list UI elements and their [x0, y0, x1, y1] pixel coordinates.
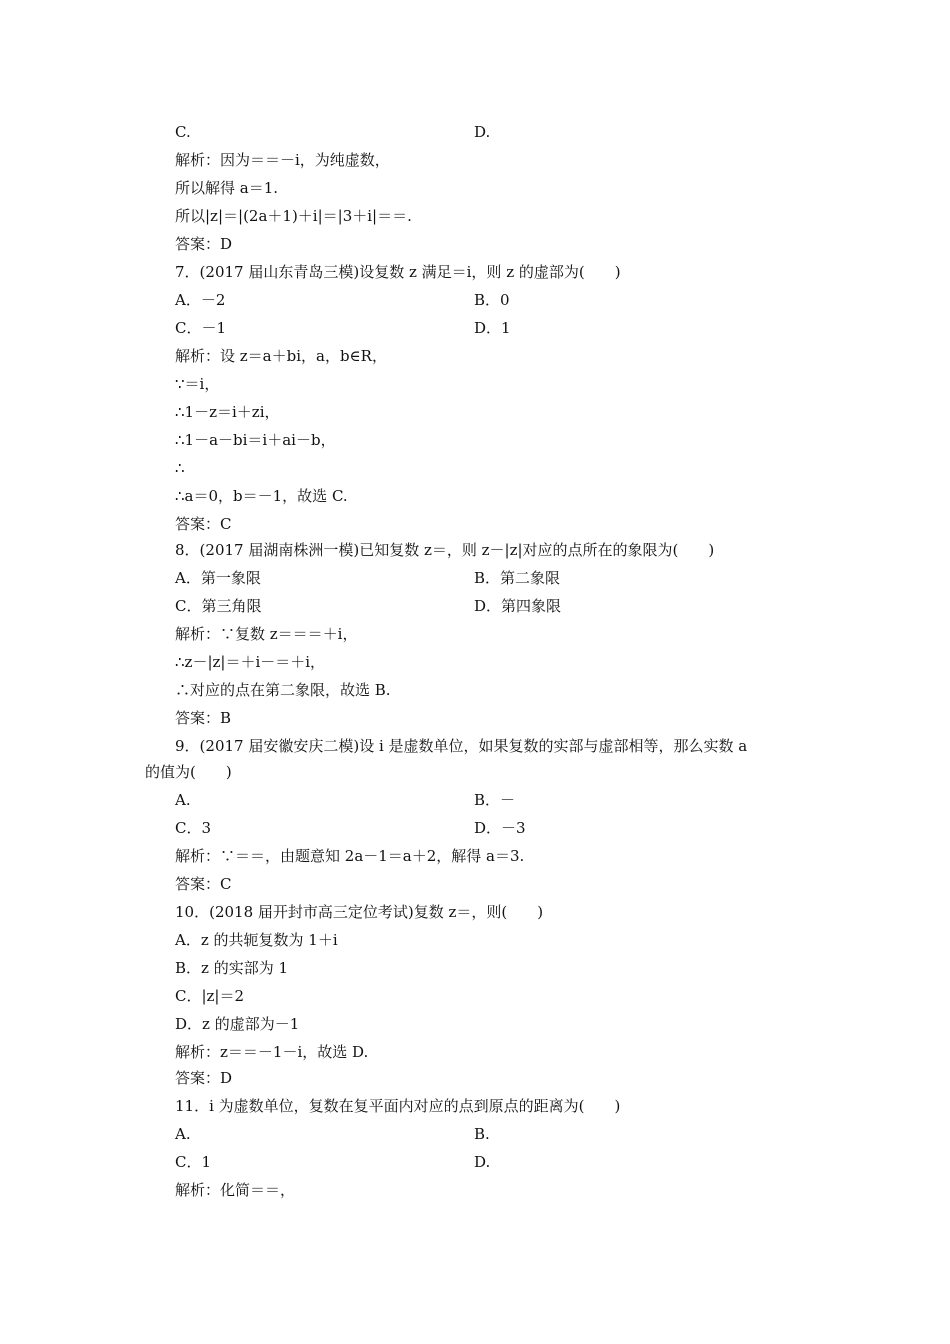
option-d-q7: D．1 — [474, 319, 511, 337]
question-11: 11．i 为虚数单位，复数在复平面内对应的点到原点的距离为( ) — [175, 1097, 621, 1115]
analysis-line: ∴对应的点在第二象限，故选 B. — [175, 681, 391, 699]
question-9-continued: 的值为( ) — [145, 763, 232, 781]
option-a-q11: A. — [175, 1125, 191, 1143]
analysis-line: ∴1－a－bi＝i＋ai－b， — [175, 431, 336, 449]
option-d-q9: D．－3 — [474, 819, 526, 837]
option-b-q8: B．第二象限 — [474, 569, 561, 587]
question-10: 10．(2018 届开封市高三定位考试)复数 z＝，则( ) — [175, 903, 544, 921]
option-b-q7: B．0 — [474, 291, 510, 309]
option-a-q9: A. — [175, 791, 191, 809]
option-c-q7: C．－1 — [175, 319, 227, 337]
analysis-line: 解析：∵复数 z＝＝＝＋i， — [175, 625, 358, 643]
analysis-line: ∴z－|z|＝＋i－＝＋i， — [175, 653, 326, 671]
option-a-q8: A．第一象限 — [175, 569, 261, 587]
question-8: 8．(2017 届湖南株洲一模)已知复数 z＝，则 z－|z|对应的点所在的象限为( ) — [175, 541, 715, 559]
option-c-q10: C．|z|＝2 — [175, 987, 245, 1005]
answer-line: 答案：B — [175, 709, 232, 727]
option-c-q9: C．3 — [175, 819, 212, 837]
analysis-line: 解析：因为＝＝－i，为纯虚数， — [175, 151, 390, 169]
option-a-q7: A．－2 — [175, 291, 226, 309]
analysis-line: 解析：z＝＝－1－i，故选 D. — [175, 1043, 369, 1061]
option-c-q6: C. — [175, 123, 191, 141]
analysis-line: ∵＝i， — [175, 375, 220, 393]
analysis-line: 解析：设 z＝a＋bi，a，b∈R， — [175, 347, 387, 365]
analysis-line: 解析：∵＝＝，由题意知 2a－1＝a＋2，解得 a＝3. — [175, 847, 525, 865]
analysis-line: 解析：化简＝＝， — [175, 1181, 296, 1199]
answer-line: 答案：D — [175, 235, 233, 253]
option-c-q11: C．1 — [175, 1153, 212, 1171]
option-c-q8: C．第三角限 — [175, 597, 262, 615]
analysis-line: 所以|z|＝|(2a＋1)＋i|＝|3＋i|＝＝. — [175, 207, 412, 225]
option-d-q11: D. — [474, 1153, 491, 1171]
option-d-q6: D. — [474, 123, 491, 141]
option-b-q10: B．z 的实部为 1 — [175, 959, 289, 977]
option-d-q10: D．z 的虚部为－1 — [175, 1015, 300, 1033]
option-a-q10: A．z 的共轭复数为 1＋i — [175, 931, 338, 949]
answer-line: 答案：C — [175, 875, 232, 893]
option-b-q11: B. — [474, 1125, 490, 1143]
option-d-q8: D．第四象限 — [474, 597, 562, 615]
answer-line: 答案：C — [175, 515, 232, 533]
question-9: 9．(2017 届安徽安庆二模)设 i 是虚数单位，如果复数的实部与虚部相等，那么实数 a — [175, 737, 748, 755]
analysis-line: 所以解得 a＝1. — [175, 179, 279, 197]
question-7: 7．(2017 届山东青岛三模)设复数 z 满足＝i，则 z 的虚部为( ) — [175, 263, 621, 281]
analysis-line: ∴ — [175, 459, 185, 477]
answer-line: 答案：D — [175, 1069, 233, 1087]
option-b-q9: B．－ — [474, 791, 516, 809]
analysis-line: ∴1－z＝i＋zi， — [175, 403, 280, 421]
analysis-line: ∴a＝0，b＝－1，故选 C. — [175, 487, 348, 505]
